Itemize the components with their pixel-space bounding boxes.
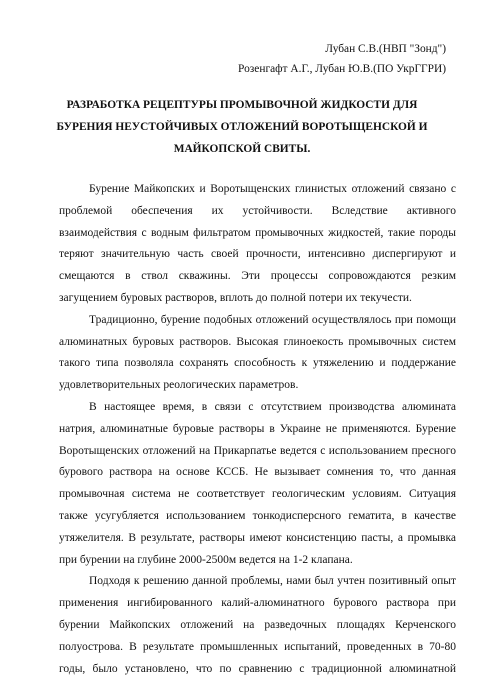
paragraph-line: применения ингибированного калий-алюминатного бурового раствора при (59, 597, 456, 610)
paragraph-line: при бурении на глубине 2000-2500м ведется на 1-2 клапана. (59, 553, 353, 566)
title-line: РАЗРАБОТКА РЕЦЕПТУРЫ ПРОМЫВОЧНОЙ ЖИДКОСТИ ДЛЯ (66, 99, 418, 111)
paragraph-line: алюминатных буровых растворов. Высокая глиноекость промывочных систем (59, 335, 456, 348)
author-block (238, 39, 446, 79)
paragraph-line: промывочная система не соответствует геологическим условиям. Ситуация (59, 488, 456, 501)
author-line: Розенгафт А.Г., Лубан Ю.В.(ПО УкрГГРИ) (238, 63, 446, 75)
article-body (59, 179, 456, 680)
paragraph-line: такого типа позволяла сохранять способность к утяжелению и поддержание (59, 357, 456, 370)
paragraph-line: полуострова. В результате промышленных испытаний, проведенных в 70-80 (59, 640, 456, 653)
paragraph (59, 179, 456, 310)
article-title (56, 94, 428, 160)
paragraph (59, 397, 456, 571)
paragraph-line: смещаются в ствол скважины. Эти процессы сопровождаются резким (59, 270, 456, 283)
paragraph (59, 571, 456, 680)
paragraph-line: проблемой обеспечения их устойчивости. Вследствие активного (59, 204, 456, 217)
paragraph-line: натрия, алюминатные буровые растворы в Украине не применяются. Бурение (59, 422, 456, 435)
paragraph-line: годы, было установлено, что по сравнению с традиционной алюминатной (59, 662, 456, 675)
author-line: Лубан С.В.(НВП "Зонд") (325, 43, 446, 55)
paragraph-line: теряют значительную часть своей прочности, интенсивно диспергируют и (59, 248, 456, 261)
paragraph-line: Подходя к решению данной проблемы, нами был учтен позитивный опыт (89, 575, 456, 588)
paragraph-line: удовлетворительных реологических параметров. (59, 379, 299, 392)
paragraph-line: бурении Майкопских отложений на разведочных площадях Керченского (59, 618, 456, 631)
paragraph-line: загущением буровых растворов, вплоть до полной потери их текучести. (59, 291, 412, 304)
paragraph-line: Бурение Майкопских и Воротыщенских глинистых отложений связано с (89, 183, 456, 195)
paragraph-line: В настоящее время, в связи с отсутствием производства алюмината (89, 400, 456, 413)
title-line: МАЙКОПСКОЙ СВИТЫ. (173, 143, 311, 155)
paragraph-line: также усугубляется использованием тонкодисперсного гематита, в качестве (59, 509, 456, 522)
paragraph-line: бурового раствора на основе КССБ. Не вызывает сомнения то, что данная (59, 466, 456, 479)
paragraph-line: Традиционно, бурение подобных отложений осуществлялось при помощи (89, 313, 456, 326)
paragraph-line: утяжелителя. В результате, растворы имеют консистенцию пасты, а промывка (59, 531, 456, 544)
paragraph-line: взаимодействия с водным фильтратом промывочных жидкостей, такие породы (59, 226, 456, 239)
paragraph (59, 310, 456, 397)
paragraph-line: Воротыщенских отложений на Прикарпатье ведется с использованием пресного (59, 444, 456, 457)
title-line: БУРЕНИЯ НЕУСТОЙЧИВЫХ ОТЛОЖЕНИЙ ВОРОТЫЩЕНСКОЙ И (56, 121, 428, 133)
